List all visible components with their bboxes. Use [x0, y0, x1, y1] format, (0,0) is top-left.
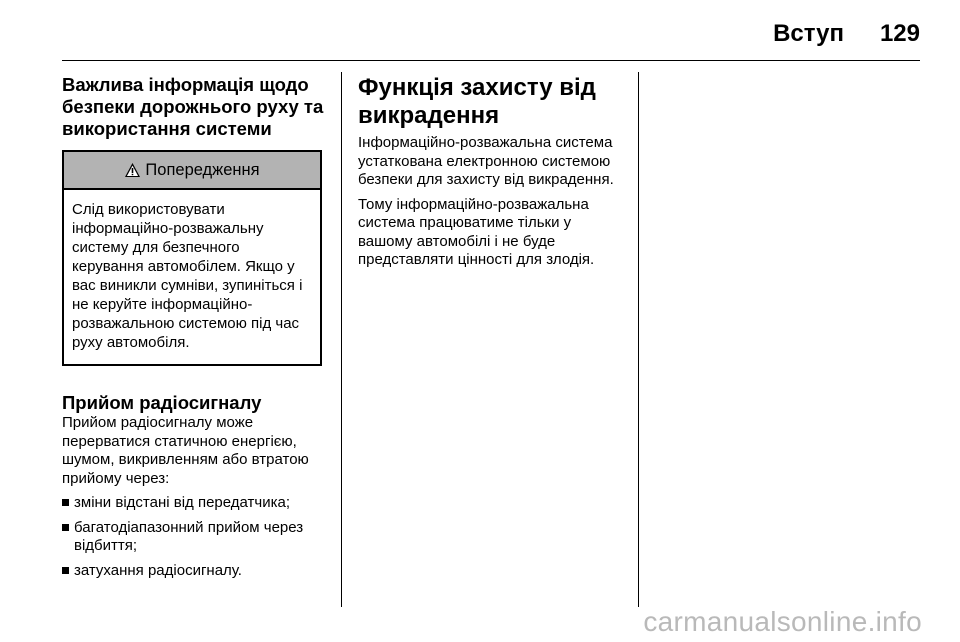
list-item-text: багатодіапазонний прийом через відбиття;	[74, 518, 304, 554]
warning-title: Попередження	[145, 160, 260, 179]
list-item	[62, 562, 327, 581]
radio-section	[62, 392, 327, 580]
bullet-square-icon	[62, 524, 69, 531]
section-name: Вступ	[773, 20, 844, 47]
list-item-text: затухання радіосигналу.	[74, 561, 242, 579]
anti-theft-paragraph-1: Інформаційно-розважальна система устаткована електронною системою безпеки для захисту від викрадення.	[358, 134, 614, 188]
column-divider-left	[341, 72, 342, 607]
bullet-square-icon	[62, 567, 69, 574]
warning-header	[64, 152, 320, 190]
warning-text: Слід використовувати інформаційно-розважальну систему для безпечного керування автомобілем. Якщо у вас виникли сумніви, зупиніться і не керуйте інформаційно-розважальною системою під час руху автомобіля.	[72, 201, 303, 351]
column-left	[62, 74, 327, 586]
radio-bullet-list	[62, 494, 327, 580]
safety-heading: Важлива інформація щодо безпеки дорожнього руху та використання системи	[62, 74, 324, 139]
list-item-text: зміни відстані від передатчика;	[74, 494, 291, 511]
column-middle	[358, 74, 626, 270]
watermark: carmanualsonline.info	[643, 606, 922, 637]
radio-heading: Прийом радіосигналу	[62, 392, 262, 413]
bullet-square-icon	[62, 499, 69, 506]
warning-box	[62, 150, 322, 366]
anti-theft-paragraph-2: Тому інформаційно-розважальна система працюватиме тільки у вашому автомобілі і не буде представляти цінності для злодія.	[358, 195, 595, 268]
page-header	[773, 14, 920, 54]
page-number: 129	[879, 20, 920, 47]
warning-triangle-icon	[124, 162, 141, 178]
column-divider-right	[638, 72, 639, 607]
radio-text: Прийом радіосигналу може перерватися статичною енергією, шумом, викривленням або втратою прийому через:	[62, 414, 309, 487]
anti-theft-heading: Функція захисту від викрадення	[358, 74, 596, 129]
header-rule	[62, 60, 920, 61]
list-item	[62, 494, 327, 513]
list-item	[62, 519, 327, 556]
